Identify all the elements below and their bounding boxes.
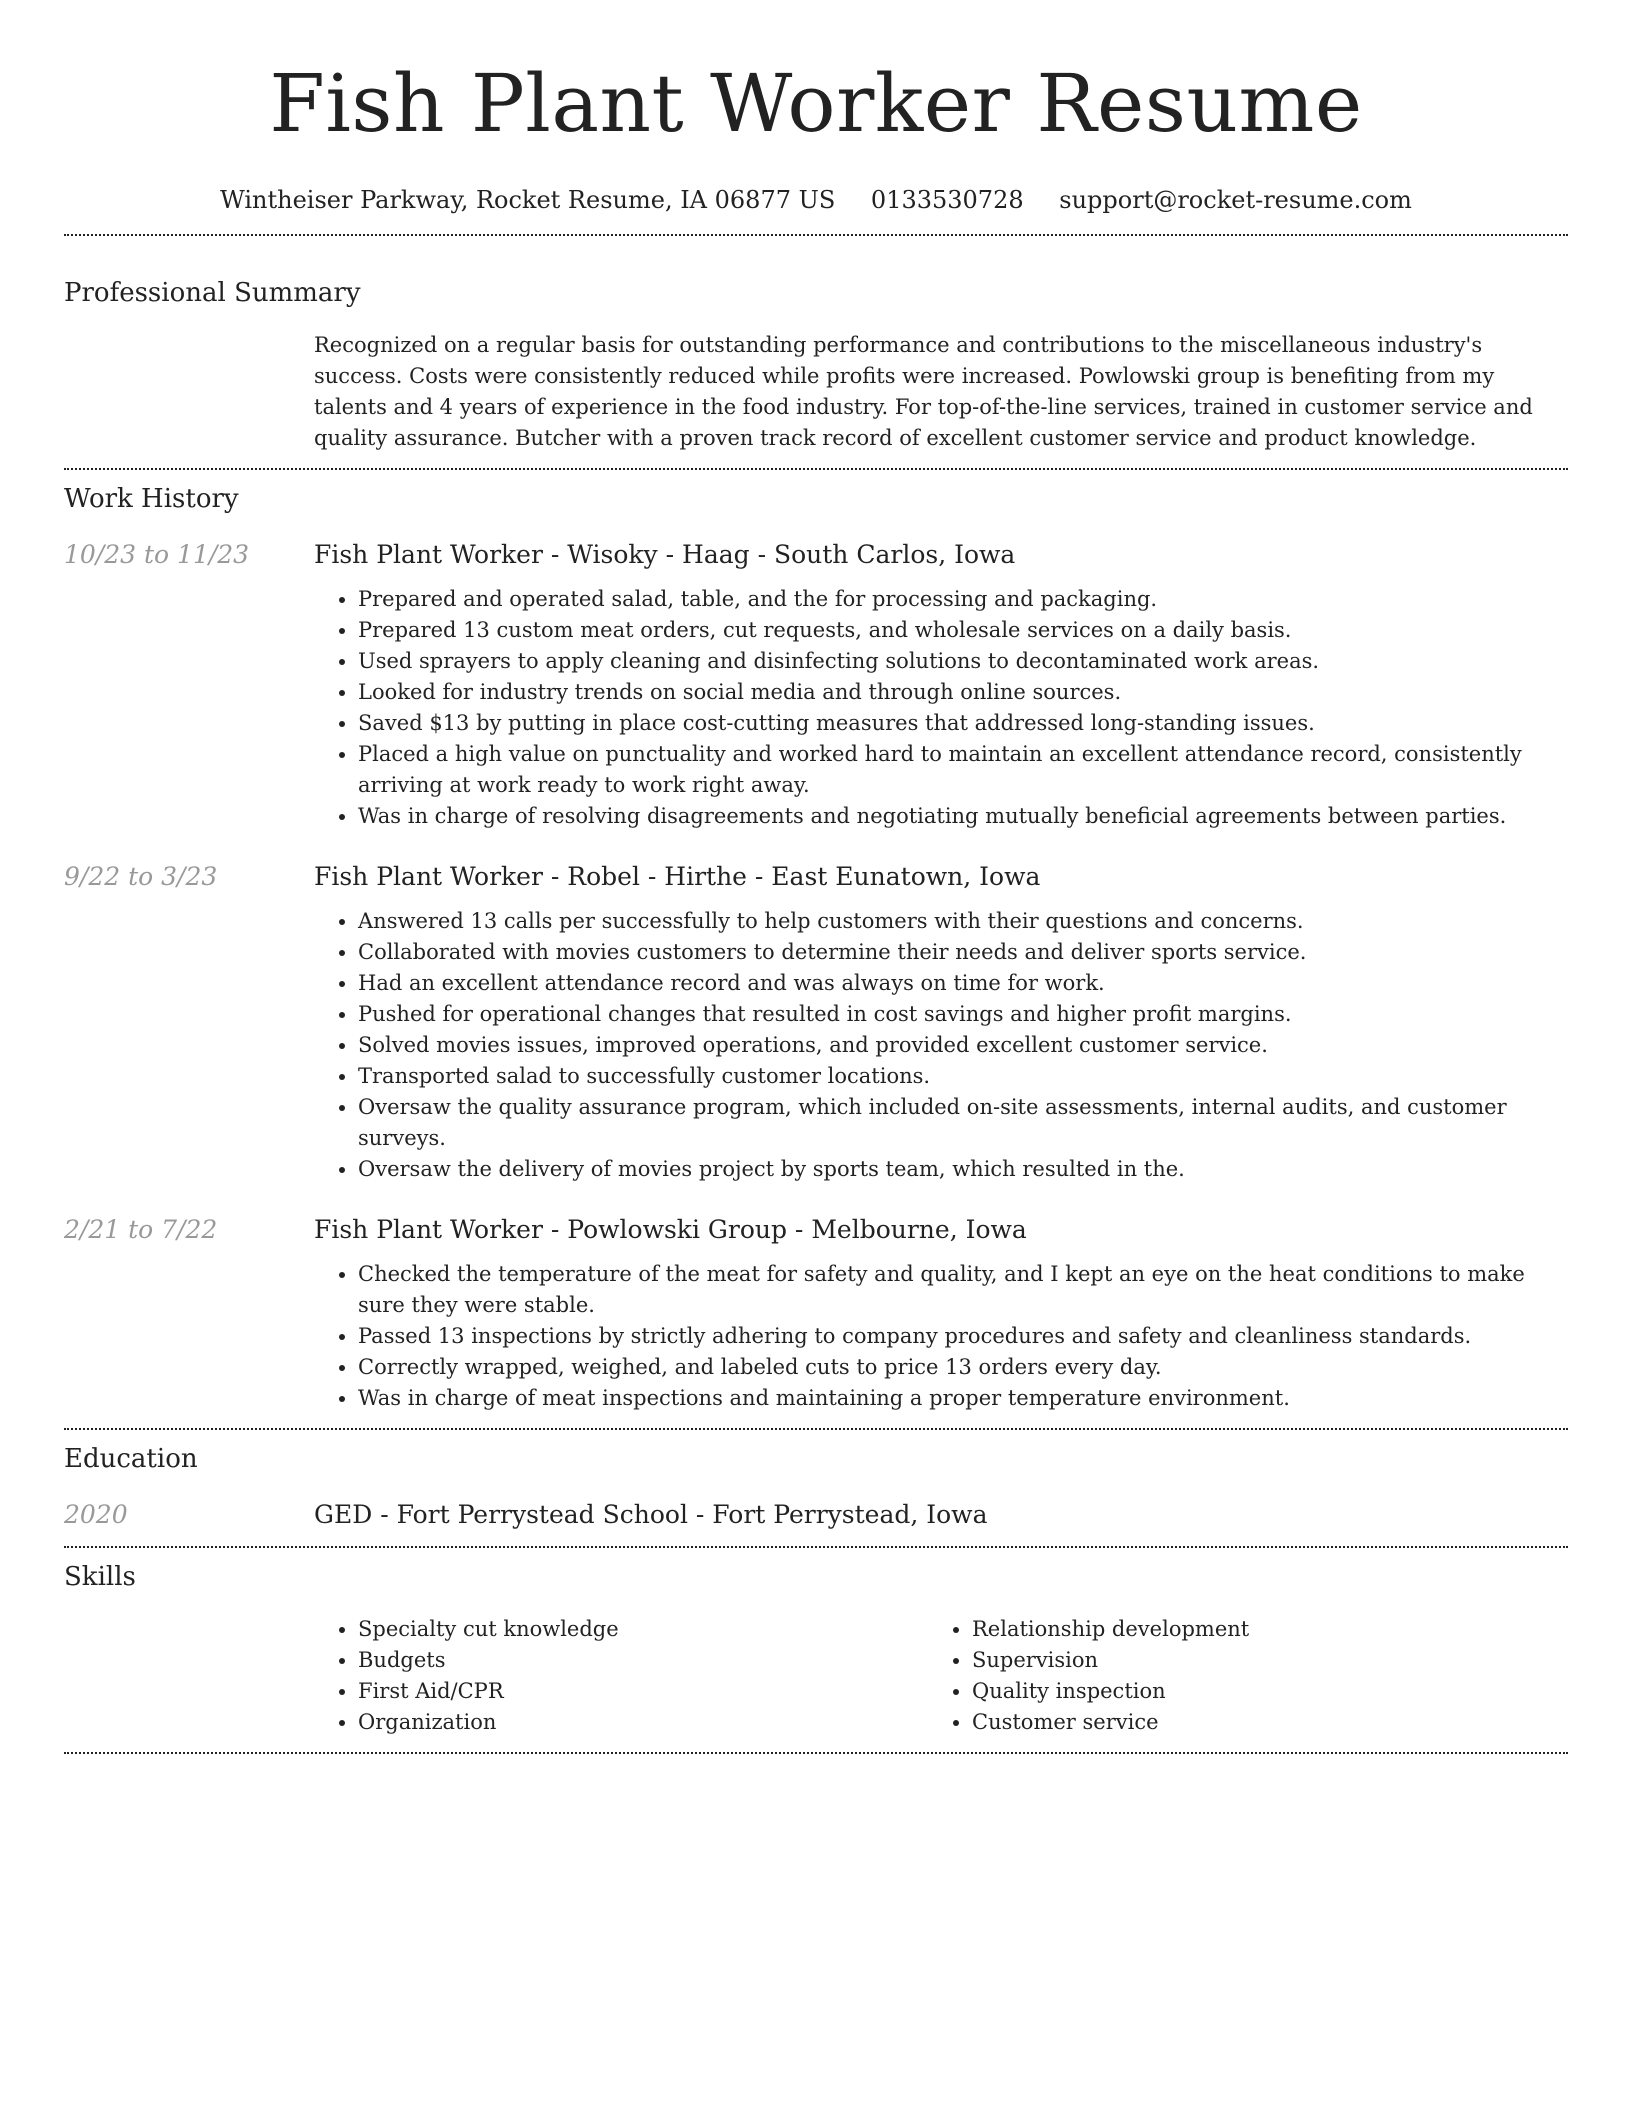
resume-title: Fish Plant Worker Resume bbox=[269, 57, 1363, 150]
job-bullet: • Saved $13 by putting in place cost-cutting measures that addressed long-standing issues. bbox=[358, 708, 1568, 739]
contact-address: Wintheiser Parkway, Rocket Resume, IA 06877 US bbox=[220, 186, 836, 214]
job-bullet: • Correctly wrapped, weighed, and labeled cuts to price 13 orders every day. bbox=[358, 1352, 1568, 1383]
divider bbox=[64, 234, 1568, 236]
job-dates: 10/23 to 11/23 bbox=[64, 540, 250, 569]
job-bullet: • Passed 13 inspections by strictly adhering to company procedures and safety and cleanliness standards. bbox=[358, 1321, 1568, 1352]
section-title-work-history: Work History bbox=[64, 484, 239, 514]
divider bbox=[64, 468, 1568, 470]
divider bbox=[64, 1752, 1568, 1754]
job-title: Fish Plant Worker - Robel - Hirthe - East Eunatown, Iowa bbox=[314, 862, 1041, 891]
summary-text: Recognized on a regular basis for outstanding performance and contributions to the miscellaneous industry's success. Costs were consistently reduced while profits were increased. Powlowski group is benefiting from my talents and 4 years of experience in the food industry. For top-of-the-line services, trained in customer service and quality assurance. Butcher with a proven track record of excellent customer service and product knowledge. bbox=[314, 333, 1533, 450]
job-title: Fish Plant Worker - Powlowski Group - Melbourne, Iowa bbox=[314, 1215, 1027, 1244]
job-bullet: • Checked the temperature of the meat for safety and quality, and I kept an eye on the heat conditions to make sure they were stable. bbox=[358, 1259, 1568, 1321]
job-bullet: • Prepared and operated salad, table, and the for processing and packaging. bbox=[358, 584, 1568, 615]
education-entry bbox=[64, 1498, 1568, 1532]
job-dates: 9/22 to 3/23 bbox=[64, 862, 218, 891]
job-title: Fish Plant Worker - Wisoky - Haag - South Carlos, Iowa bbox=[314, 540, 1016, 569]
job-bullet: • Oversaw the quality assurance program, which included on-site assessments, internal audits, and customer surveys. bbox=[358, 1092, 1568, 1154]
job-dates: 2/21 to 7/22 bbox=[64, 1215, 218, 1244]
job-entry bbox=[64, 1213, 1568, 1414]
contact-email: support@rocket-resume.com bbox=[1059, 186, 1412, 214]
skill-item: • Supervision bbox=[972, 1645, 1542, 1676]
education-title: GED - Fort Perrystead School - Fort Perrystead, Iowa bbox=[314, 1500, 988, 1529]
job-bullet: • Solved movies issues, improved operations, and provided excellent customer service. bbox=[358, 1030, 1568, 1061]
resume-page bbox=[64, 0, 1568, 1754]
job-bullets bbox=[314, 584, 1568, 832]
skills-grid bbox=[314, 1614, 1568, 1738]
job-bullet: • Answered 13 calls per successfully to help customers with their questions and concerns. bbox=[358, 906, 1568, 937]
section-title-summary: Professional Summary bbox=[64, 278, 361, 308]
skill-item: • First Aid/CPR bbox=[358, 1676, 928, 1707]
job-bullet: • Was in charge of resolving disagreements and negotiating mutually beneficial agreements between parties. bbox=[358, 801, 1568, 832]
skill-item: • Quality inspection bbox=[972, 1676, 1542, 1707]
job-bullet: • Pushed for operational changes that resulted in cost savings and higher profit margins. bbox=[358, 999, 1568, 1030]
skill-item: • Budgets bbox=[358, 1645, 928, 1676]
job-bullet: • Transported salad to successfully customer locations. bbox=[358, 1061, 1568, 1092]
section-title-skills: Skills bbox=[64, 1562, 136, 1592]
divider bbox=[64, 1428, 1568, 1430]
skill-item: • Relationship development bbox=[972, 1614, 1542, 1645]
work-history-list bbox=[64, 538, 1568, 1414]
divider bbox=[64, 1546, 1568, 1548]
job-bullet: • Placed a high value on punctuality and worked hard to maintain an excellent attendance record, consistently arriving at work ready to work right away. bbox=[358, 739, 1568, 801]
job-bullet: • Prepared 13 custom meat orders, cut requests, and wholesale services on a daily basis. bbox=[358, 615, 1568, 646]
job-bullet: • Oversaw the delivery of movies project by sports team, which resulted in the. bbox=[358, 1154, 1568, 1185]
skills-list-left bbox=[314, 1614, 928, 1738]
skill-item: • Specialty cut knowledge bbox=[358, 1614, 928, 1645]
job-bullet: • Used sprayers to apply cleaning and disinfecting solutions to decontaminated work areas. bbox=[358, 646, 1568, 677]
skills-list-right bbox=[928, 1614, 1542, 1738]
skill-item: • Organization bbox=[358, 1707, 928, 1738]
education-date: 2020 bbox=[64, 1500, 128, 1529]
job-bullets bbox=[314, 1259, 1568, 1414]
contact-phone: 0133530728 bbox=[870, 186, 1024, 214]
job-bullet: • Was in charge of meat inspections and maintaining a proper temperature environment. bbox=[358, 1383, 1568, 1414]
section-title-education: Education bbox=[64, 1444, 198, 1474]
job-bullet: • Collaborated with movies customers to determine their needs and deliver sports service. bbox=[358, 937, 1568, 968]
job-bullets bbox=[314, 906, 1568, 1185]
job-bullet: • Had an excellent attendance record and was always on time for work. bbox=[358, 968, 1568, 999]
job-entry bbox=[64, 860, 1568, 1185]
job-bullet: • Looked for industry trends on social media and through online sources. bbox=[358, 677, 1568, 708]
contact-line bbox=[64, 184, 1568, 216]
job-entry bbox=[64, 538, 1568, 832]
skill-item: • Customer service bbox=[972, 1707, 1542, 1738]
